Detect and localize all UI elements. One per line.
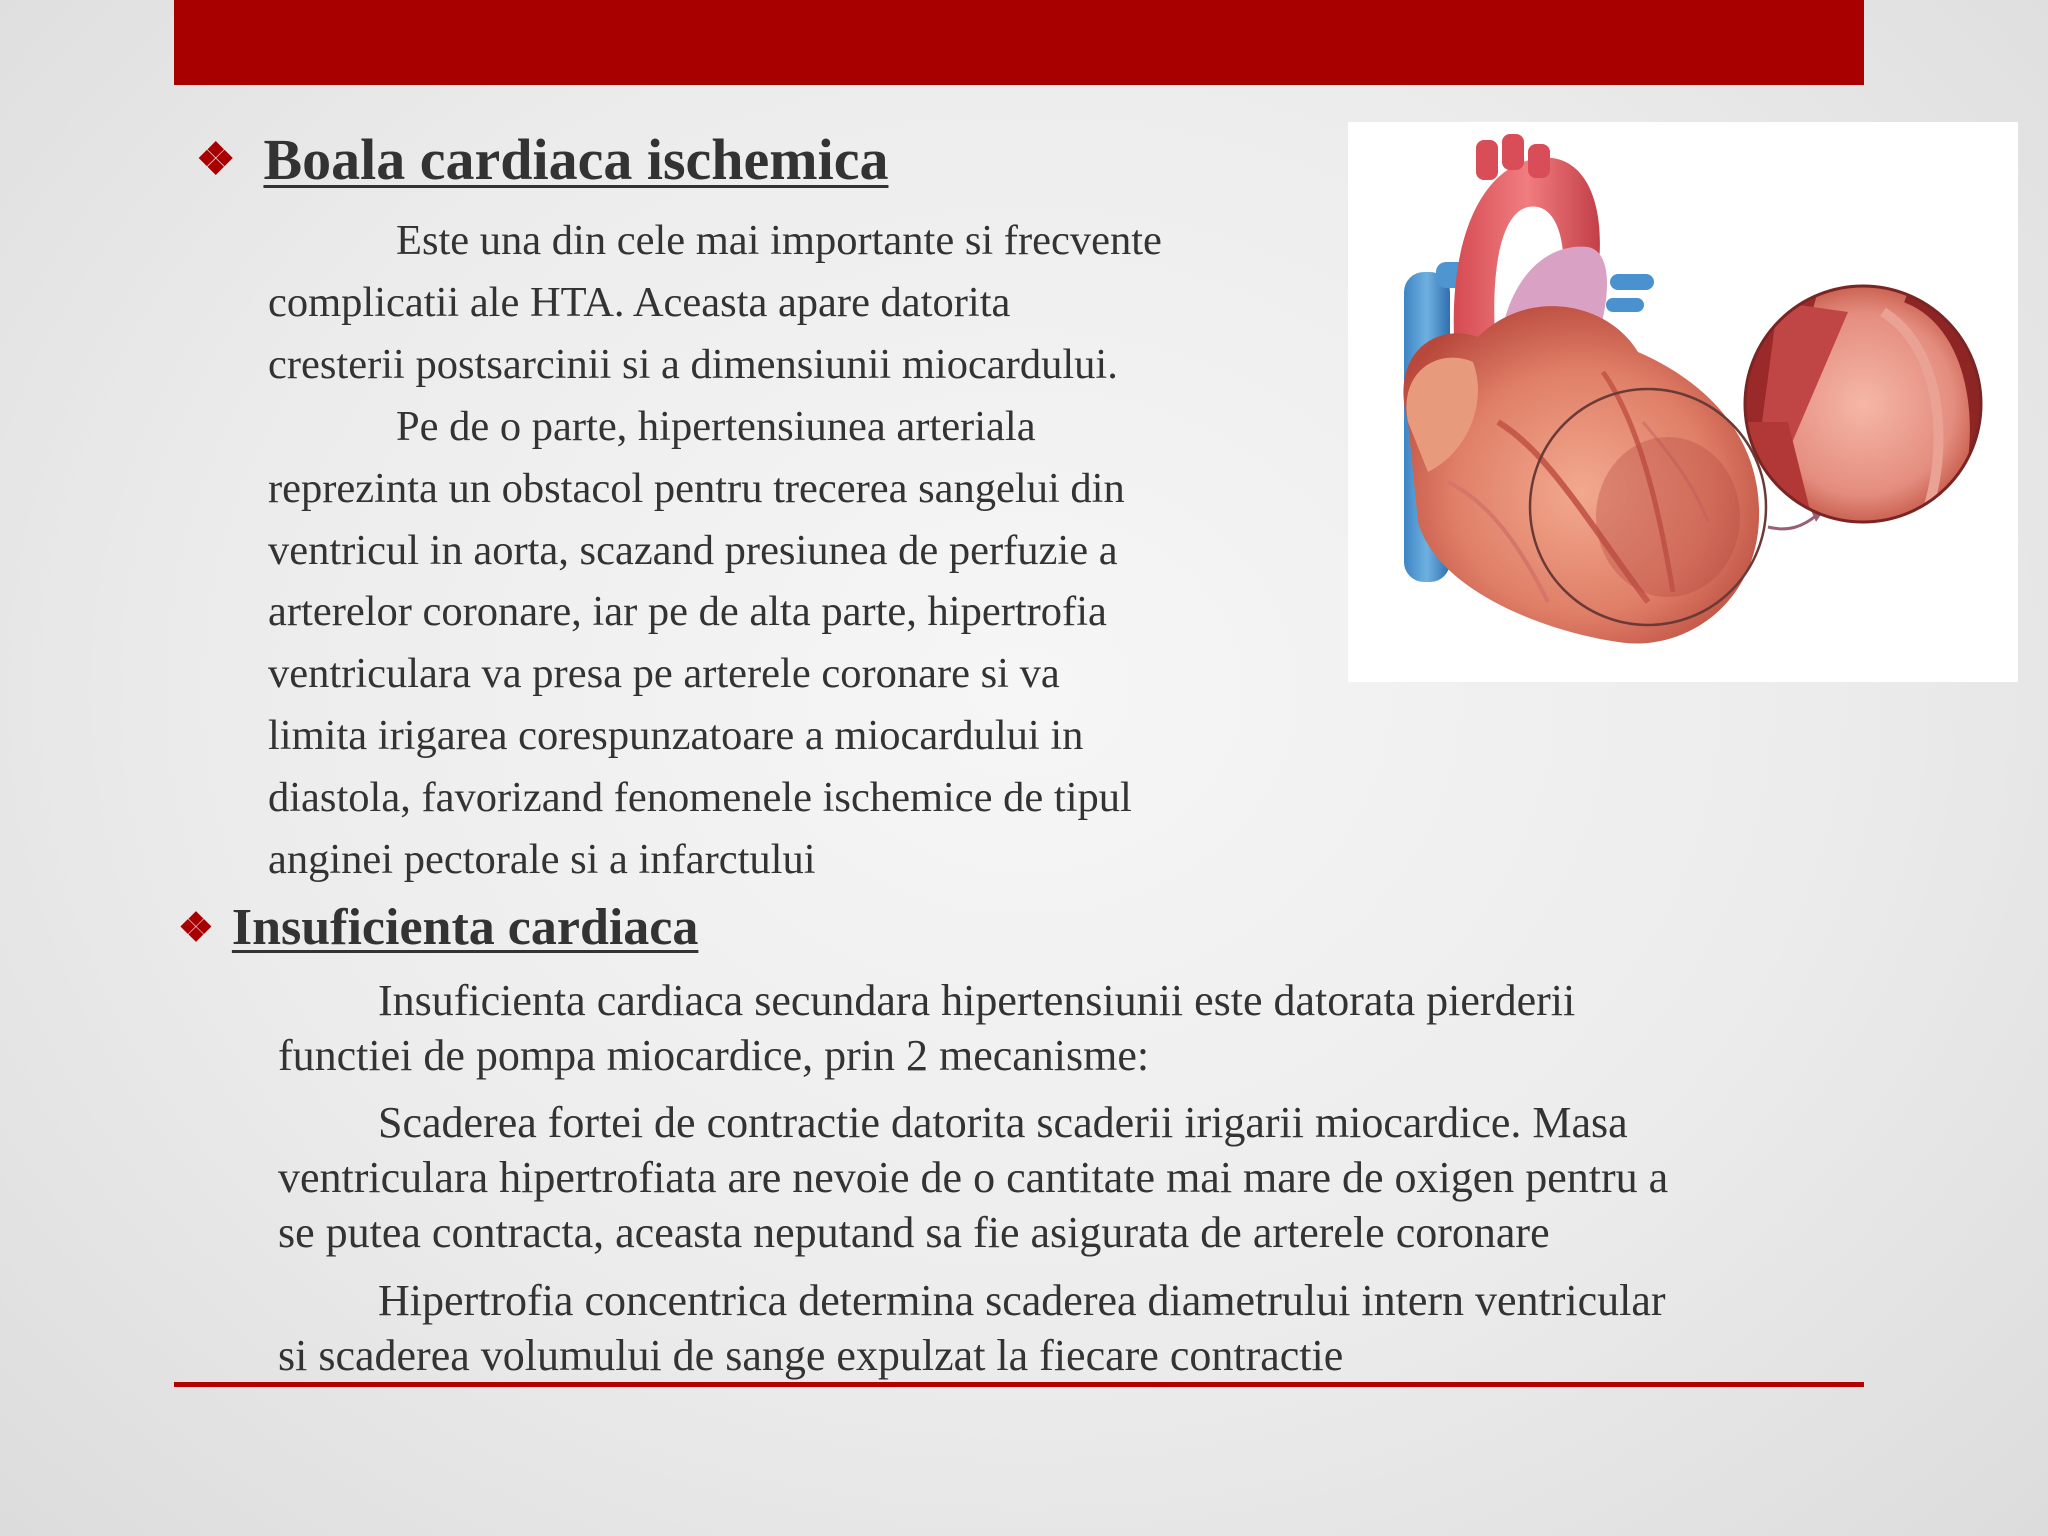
top-accent-bar bbox=[174, 0, 1864, 85]
diamond-bullet-icon: ❖ bbox=[196, 135, 236, 184]
paragraph-line: Este una din cele mai importante si frecvente bbox=[396, 217, 1162, 264]
paragraph-line: se putea contracta, aceasta neputand sa fie asigurata de arterele coronare bbox=[278, 1208, 1550, 1257]
paragraph-line: cresterii postsarcinii si a dimensiunii miocardului. bbox=[268, 341, 1118, 388]
paragraph-line: Scaderea fortei de contractie datorita scaderii irigarii miocardice. Masa bbox=[378, 1098, 1628, 1147]
paragraph-line: anginei pectorale si a infarctului bbox=[268, 836, 816, 883]
section-title: Boala cardiaca ischemica bbox=[263, 127, 889, 192]
paragraph-line: reprezinta un obstacol pentru trecerea sangelui din bbox=[268, 465, 1125, 512]
heart-illustration-icon bbox=[1348, 122, 2018, 682]
paragraph-line: arterelor coronare, iar pe de alta parte, hipertrofia bbox=[268, 588, 1107, 635]
paragraph-line: Pe de o parte, hipertensiunea arteriala bbox=[396, 403, 1036, 450]
section-heading-ischemic bbox=[196, 126, 888, 193]
diamond-bullet-icon: ❖ bbox=[178, 905, 214, 950]
paragraph-line: si scaderea volumului de sange expulzat la fiecare contractie bbox=[278, 1331, 1344, 1380]
section-title: Insuficienta cardiaca bbox=[231, 899, 699, 956]
paragraph-line: functiei de pompa miocardice, prin 2 mecanisme: bbox=[278, 1031, 1150, 1080]
paragraph-line: ventricul in aorta, scazand presiunea de perfuzie a bbox=[268, 527, 1118, 574]
paragraph-line: ventriculara hipertrofiata are nevoie de o cantitate mai mare de oxigen pentru a bbox=[278, 1153, 1669, 1202]
paragraph-line: limita irigarea corespunzatoare a miocardului in bbox=[268, 712, 1084, 759]
paragraph-line: ventriculara va presa pe arterele coronare si va bbox=[268, 650, 1060, 697]
paragraph-line: diastola, favorizand fenomenele ischemice de tipul bbox=[268, 774, 1132, 821]
section-heading-heart-failure bbox=[178, 898, 698, 957]
paragraph-line: Hipertrofia concentrica determina scaderea diametrului intern ventricular bbox=[378, 1276, 1666, 1325]
bottom-accent-rule bbox=[174, 1382, 1864, 1387]
paragraph-line: Insuficienta cardiaca secundara hipertensiunii este datorata pierderii bbox=[378, 976, 1576, 1025]
paragraph-line: complicatii ale HTA. Aceasta apare datorita bbox=[268, 279, 1011, 326]
